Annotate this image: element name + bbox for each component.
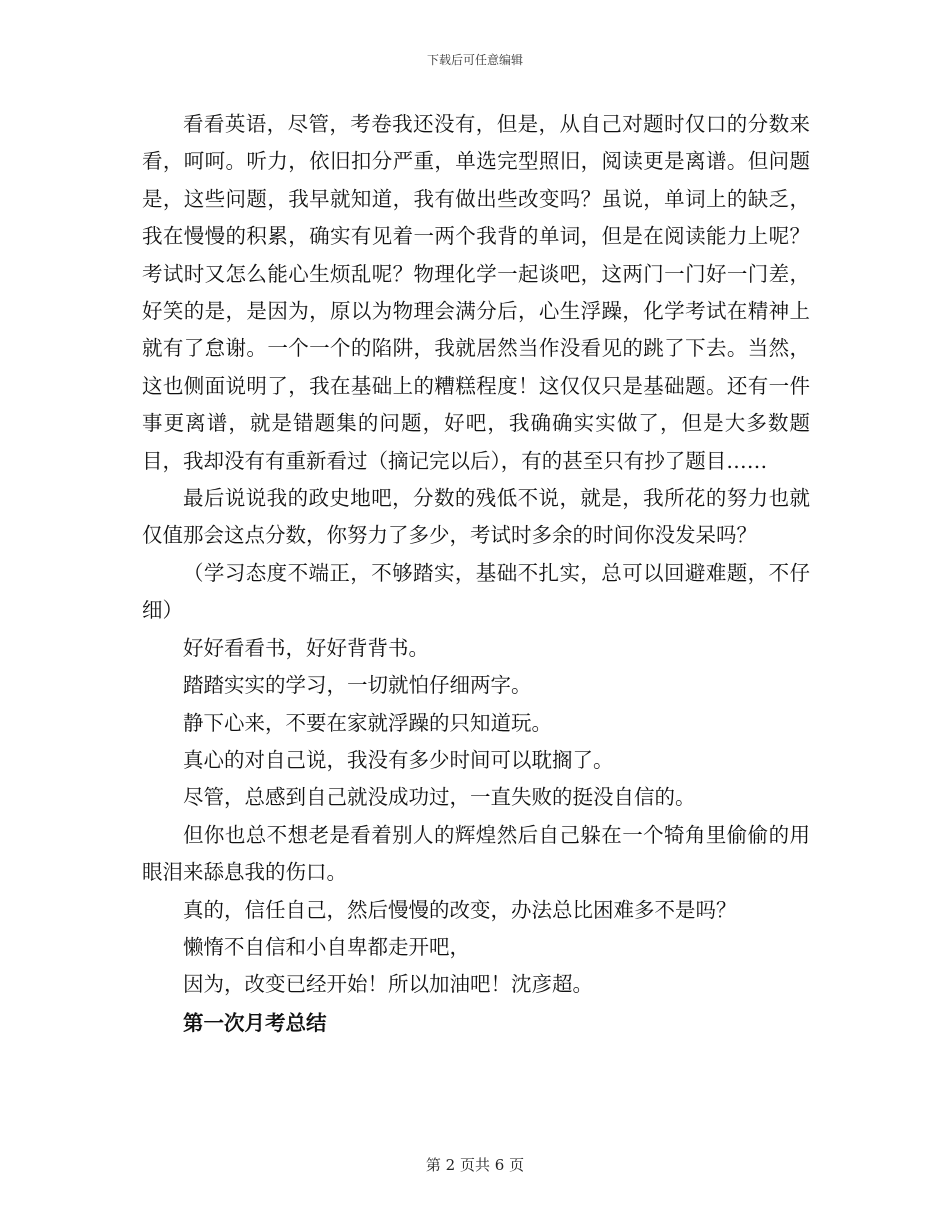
paragraph-study-steadily: 踏踏实实的学习，一切就怕仔细两字。 (183, 673, 532, 698)
paragraph-english-physics-chemistry: 看看英语，尽管，考卷我还没有，但是，从自己对题时仅口的分数来看，呵呵。听力，依旧扣分严重，单选完型照旧，阅读更是离谱。但问题是，这些问题，我早就知道，我有做出些改变吗？虽说，单词上的缺乏，我在慢慢的积累，确实有见着一两个我背的单词，但是在阅读能力上呢？考试时又怎么能心生烦乱呢？物理化学一起谈吧，这两门一门好一门差，好笑的是，是因为，原以为物理会满分后，心生浮躁，化学考试在精神上就有了怠谢。一个一个的陷阱，我就居然当作没看见的跳了下去。当然，这也侧面说明了，我在基础上的糟糕程度！这仅仅只是基础题。还有一件事更离谱，就是错题集的问题，好吧，我确确实实做了，但是大多数题目，我却没有有重新看过（摘记完以后），有的甚至只有抄了题目…… (142, 112, 810, 473)
paragraph-go-away-laziness: 懒惰不自信和小自卑都走开吧， (183, 934, 470, 959)
paragraph-trust-yourself: 真的，信任自己，然后慢慢的改变，办法总比困难多不是吗？ (183, 897, 737, 922)
page-footer: 第 2 页共 6 页 (425, 1156, 525, 1174)
paragraph-others-glory: 但你也总不想老是看着别人的辉煌然后自己躲在一个犄角里偷偷的用眼泪来舔息我的伤口。 (142, 822, 810, 885)
paragraph-politics-history-geography: 最后说说我的政史地吧，分数的残低不说，就是，我所花的努力也就仅值那会这点分数，你努力了多少，考试时多余的时间你没发呆吗？ (142, 486, 810, 548)
paragraph-attitude-summary: （学习态度不端正，不够踏实，基础不扎实，总可以回避难题，不仔细） (142, 560, 810, 623)
paragraph-never-succeeded: 尽管，总感到自己就没成功过，一直失败的挺没自信的。 (183, 785, 696, 810)
document-body (142, 106, 810, 1042)
paragraph-no-time: 真心的对自己说，我没有多少时间可以耽搁了。 (183, 747, 614, 772)
paragraph-calm-down: 静下心来，不要在家就浮躁的只知道玩。 (183, 710, 552, 735)
page-header: 下载后可任意编辑 (426, 53, 523, 67)
paragraph-change-started: 因为，改变已经开始！所以加油吧！沈彦超。 (183, 972, 593, 997)
paragraph-read-books: 好好看看书，好好背背书。 (183, 635, 429, 660)
section-heading: 第一次月考总结 (183, 1010, 327, 1035)
